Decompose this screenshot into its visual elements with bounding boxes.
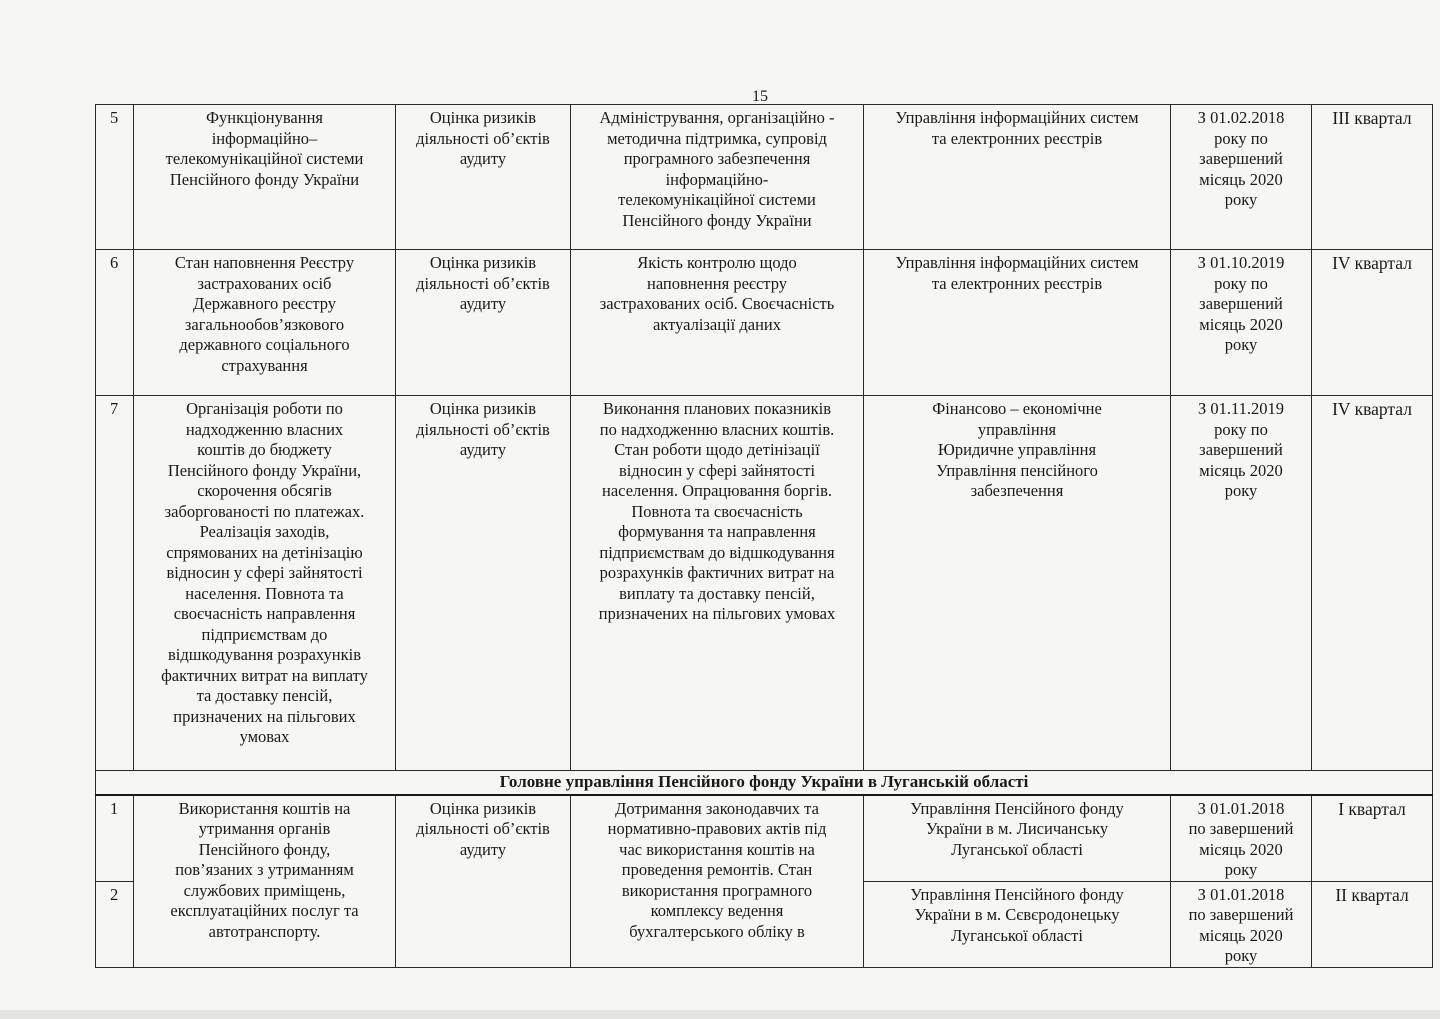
- audit-quarter: ІІ квартал: [1312, 881, 1433, 967]
- audit-object: Організація роботи по надходженню власних коштів до бюджету Пенсійного фонду України, скорочення обсягів заборгованості по платежах. Реалізація заходів, спрямованих на детінізацію відносин у сфері зайнятості населення. Повнота та своєчасність направлення підприємствам до відшкодування розрахунків фактичних витрат на виплату та доставку пенсій, призначених на пільгових умовах: [134, 396, 396, 771]
- audit-period: З 01.01.2018 по завершений місяць 2020 року: [1171, 795, 1312, 882]
- audit-type: Оцінка ризиків діяльності об’єктів аудиту: [396, 795, 571, 968]
- audit-type: Оцінка ризиків діяльності об’єктів аудиту: [396, 250, 571, 396]
- responsible-unit: Управління інформаційних систем та електронних реєстрів: [864, 250, 1171, 396]
- audit-issues: Дотримання законодавчих та нормативно-правових актів під час використання коштів на проведення ремонтів. Стан використання програмного комплексу ведення бухгалтерського обліку в: [571, 795, 864, 968]
- table-row: [96, 105, 1433, 250]
- responsible-unit: Управління Пенсійного фонду України в м. Лисичанську Луганської області: [864, 795, 1171, 882]
- audit-period: З 01.11.2019 року по завершений місяць 2020 року: [1171, 396, 1312, 771]
- table-row: [96, 396, 1433, 771]
- responsible-unit: Фінансово – економічне управління Юридичне управління Управління пенсійного забезпечення: [864, 396, 1171, 771]
- audit-plan-table: [95, 104, 1433, 968]
- audit-object: Стан наповнення Реєстру застрахованих осіб Державного реєстру загальнообов’язкового державного соціального страхування: [134, 250, 396, 396]
- audit-period: З 01.10.2019 року по завершений місяць 2020 року: [1171, 250, 1312, 396]
- responsible-unit: Управління інформаційних систем та електронних реєстрів: [864, 105, 1171, 250]
- row-number: 7: [96, 396, 134, 771]
- scan-edge: [0, 1010, 1440, 1019]
- audit-quarter: IV квартал: [1312, 250, 1433, 396]
- audit-issues: Якість контролю щодо наповнення реєстру застрахованих осіб. Своєчасність актуалізації даних: [571, 250, 864, 396]
- audit-quarter: IV квартал: [1312, 396, 1433, 771]
- table-row: [96, 795, 1433, 882]
- audit-object: Використання коштів на утримання органів Пенсійного фонду, пов’язаних з утриманням службових приміщень, експлуатаційних послуг та автотранспорту.: [134, 795, 396, 968]
- row-number: 6: [96, 250, 134, 396]
- section-title: Головне управління Пенсійного фонду України в Луганській області: [96, 771, 1433, 795]
- audit-issues: Адміністрування, організаційно - методична підтримка, супровід програмного забезпечення інформаційно- телекомунікаційної системи Пенсійного фонду України: [571, 105, 864, 250]
- row-number: 2: [96, 881, 134, 967]
- audit-quarter: І квартал: [1312, 795, 1433, 882]
- responsible-unit: Управління Пенсійного фонду України в м. Сєвєродонецьку Луганської області: [864, 881, 1171, 967]
- section-header-row: [96, 771, 1433, 795]
- audit-issues: Виконання планових показників по надходженню власних коштів. Стан роботи щодо детінізації відносин у сфері зайнятості населення. Опрацювання боргів. Повнота та своєчасність формування та направлення підприємствам до відшкодування розрахунків фактичних витрат на виплату та доставку пенсій, призначених на пільгових умовах: [571, 396, 864, 771]
- audit-type: Оцінка ризиків діяльності об’єктів аудиту: [396, 105, 571, 250]
- audit-period: З 01.01.2018 по завершений місяць 2020 року: [1171, 881, 1312, 967]
- row-number: 5: [96, 105, 134, 250]
- page-number: 15: [752, 88, 768, 105]
- audit-type: Оцінка ризиків діяльності об’єктів аудиту: [396, 396, 571, 771]
- audit-period: З 01.02.2018 року по завершений місяць 2020 року: [1171, 105, 1312, 250]
- audit-quarter: ІІІ квартал: [1312, 105, 1433, 250]
- row-number: 1: [96, 795, 134, 882]
- audit-object: Функціонування інформаційно– телекомунікаційної системи Пенсійного фонду України: [134, 105, 396, 250]
- table-row: [96, 250, 1433, 396]
